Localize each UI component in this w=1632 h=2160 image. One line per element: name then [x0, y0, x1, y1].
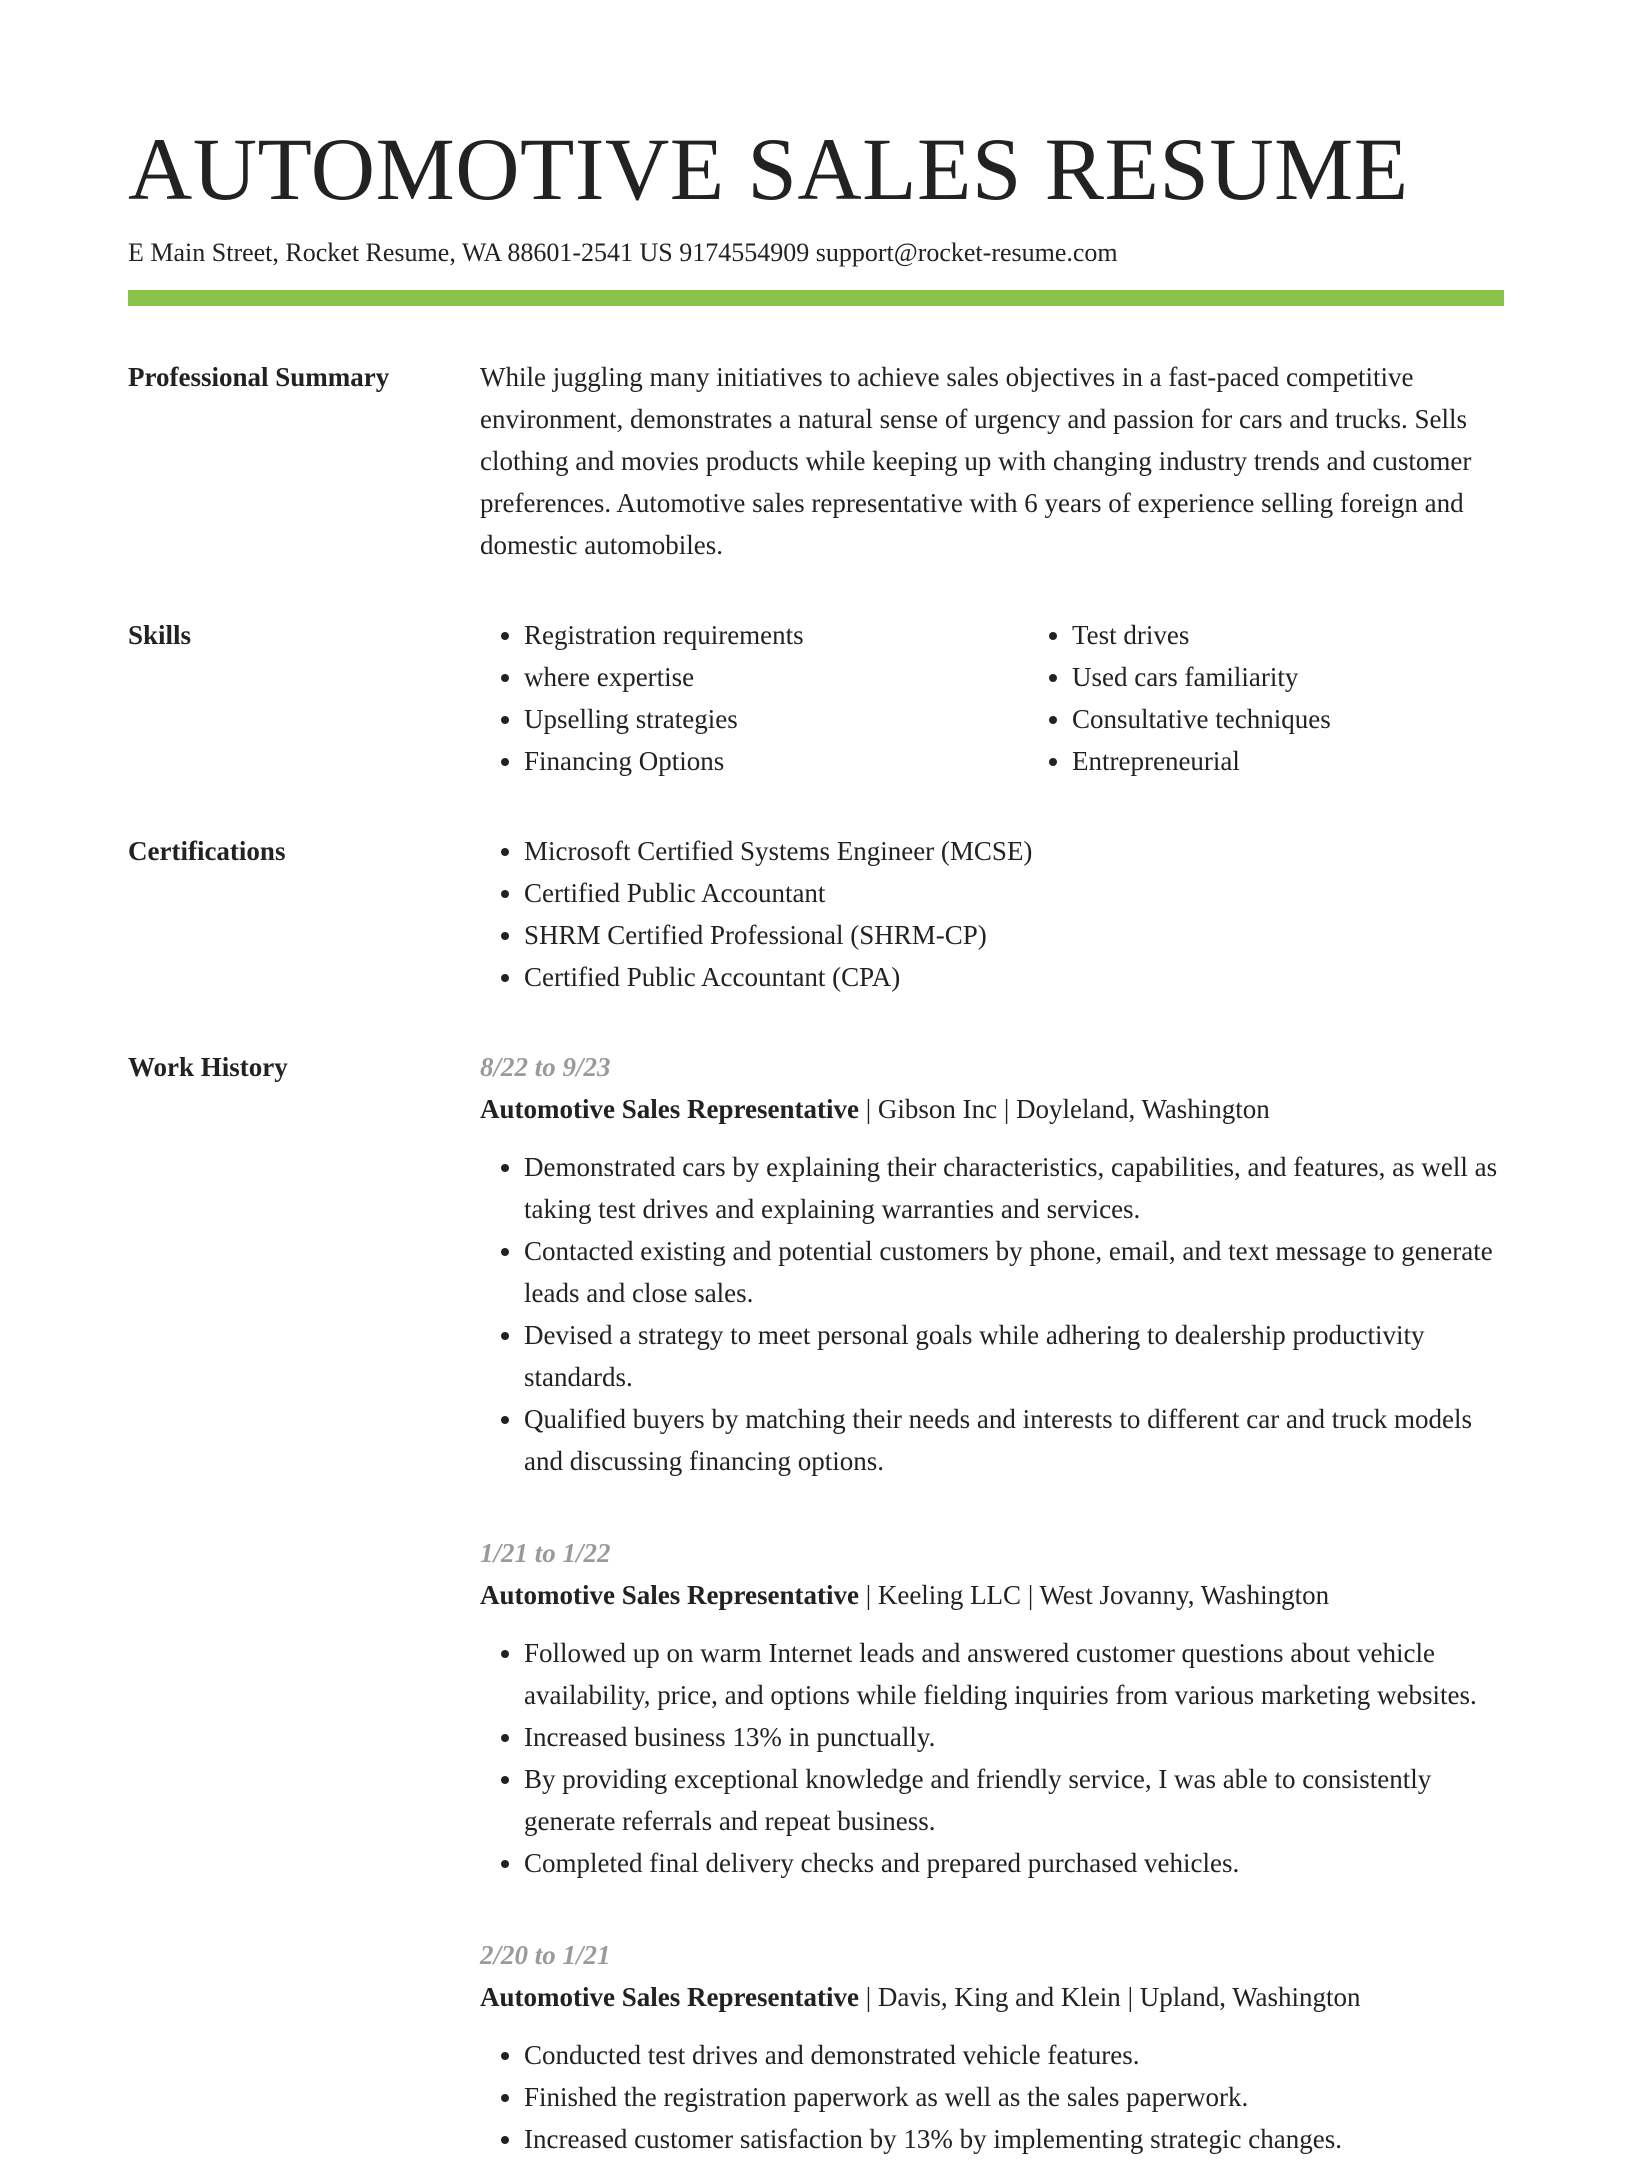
certification-item: • SHRM Certified Professional (SHRM-CP) [524, 914, 1504, 956]
job-location: West Jovanny, Washington [1039, 1580, 1330, 1610]
job-entry [480, 1934, 1504, 2160]
job-heading: Automotive Sales Representative | Keeling LLC | West Jovanny, Washington [480, 1580, 1330, 1610]
contact-address: E Main Street, Rocket Resume, WA 88601-2541 US [128, 238, 673, 267]
job-bullet: • Conducted test drives and demonstrated vehicle features. [524, 2034, 1504, 2076]
job-bullet: • Finished the registration paperwork as well as the sales paperwork. [524, 2076, 1504, 2118]
job-bullet: • Increased business 13% in punctually. [524, 1716, 1504, 1758]
skills-section [128, 614, 1504, 782]
job-heading: Automotive Sales Representative | Davis, King and Klein | Upland, Washington [480, 1982, 1361, 2012]
skill-item: • Upselling strategies [524, 698, 1028, 740]
skill-item: • Financing Options [524, 740, 1028, 782]
skill-item: • Consultative techniques [1072, 698, 1576, 740]
section-label: Skills [128, 620, 192, 650]
job-bullet: • Devised a strategy to meet personal goals while adhering to dealership productivity standards. [524, 1314, 1504, 1398]
header-divider [128, 290, 1504, 306]
certification-item: • Certified Public Accountant (CPA) [524, 956, 1504, 998]
job-bullet: • Contacted existing and potential customers by phone, email, and text message to generate leads and close sales. [524, 1230, 1504, 1314]
job-entry [480, 1046, 1504, 1482]
job-location: Upland, Washington [1139, 1982, 1361, 2012]
job-bullets [480, 2034, 1504, 2160]
summary-text: While juggling many initiatives to achieve sales objectives in a fast-paced competitive environment, demonstrates a natural sense of urgency and passion for cars and trucks. Sells clothing and movies products while keeping up with changing industry trends and customer preferences. Automotive sales representative with 6 years of experience selling foreign and domestic automobiles. [480, 362, 1472, 560]
contact-email: support@rocket-resume.com [815, 238, 1118, 267]
skill-item: • where expertise [524, 656, 1028, 698]
job-location: Doyleland, Washington [1015, 1094, 1270, 1124]
job-bullet: • Demonstrated cars by explaining their characteristics, capabilities, and features, as well as taking test drives and explaining warranties and services. [524, 1146, 1504, 1230]
section-label: Certifications [128, 836, 286, 866]
job-bullets [480, 1146, 1504, 1482]
certification-item: • Microsoft Certified Systems Engineer (MCSE) [524, 830, 1504, 872]
job-title: Automotive Sales Representative [480, 1982, 859, 2012]
job-title: Automotive Sales Representative [480, 1094, 859, 1124]
job-bullet: • Completed final delivery checks and prepared purchased vehicles. [524, 1842, 1504, 1884]
professional-summary-section [128, 356, 1504, 566]
job-bullet: • Followed up on warm Internet leads and answered customer questions about vehicle availability, price, and options while fielding inquiries from various marketing websites. [524, 1632, 1504, 1716]
job-company: Gibson Inc [877, 1094, 998, 1124]
section-label: Professional Summary [128, 362, 390, 392]
resume-title: AUTOMOTIVE SALES RESUME [128, 121, 1409, 219]
contact-phone: 9174554909 [679, 238, 810, 267]
job-entry [480, 1532, 1504, 1884]
certifications-list [480, 830, 1504, 998]
work-history-section [128, 1046, 1504, 2160]
job-bullet: • By providing exceptional knowledge and friendly service, I was able to consistently generate referrals and repeat business. [524, 1758, 1504, 1842]
skill-item: • Entrepreneurial [1072, 740, 1576, 782]
job-company: Keeling LLC [877, 1580, 1022, 1610]
job-title: Automotive Sales Representative [480, 1580, 859, 1610]
job-bullet: • Increased customer satisfaction by 13% by implementing strategic changes. [524, 2118, 1504, 2160]
job-dates: 8/22 to 9/23 [480, 1052, 611, 1082]
job-heading: Automotive Sales Representative | Gibson Inc | Doyleland, Washington [480, 1094, 1270, 1124]
skills-list-right [1028, 614, 1576, 782]
job-dates: 2/20 to 1/21 [480, 1940, 611, 1970]
skill-item: • Registration requirements [524, 614, 1028, 656]
skill-item: • Test drives [1072, 614, 1576, 656]
certification-item: • Certified Public Accountant [524, 872, 1504, 914]
job-bullets [480, 1632, 1504, 1884]
certifications-section [128, 830, 1504, 998]
skills-list-left [480, 614, 1028, 782]
job-bullet: • Qualified buyers by matching their needs and interests to different car and truck models and discussing financing options. [524, 1398, 1504, 1482]
contact-line [128, 236, 1504, 270]
resume-page [128, 0, 1504, 2160]
job-dates: 1/21 to 1/22 [480, 1538, 611, 1568]
skill-item: • Used cars familiarity [1072, 656, 1576, 698]
job-company: Davis, King and Klein [877, 1982, 1121, 2012]
section-label: Work History [128, 1052, 288, 1082]
